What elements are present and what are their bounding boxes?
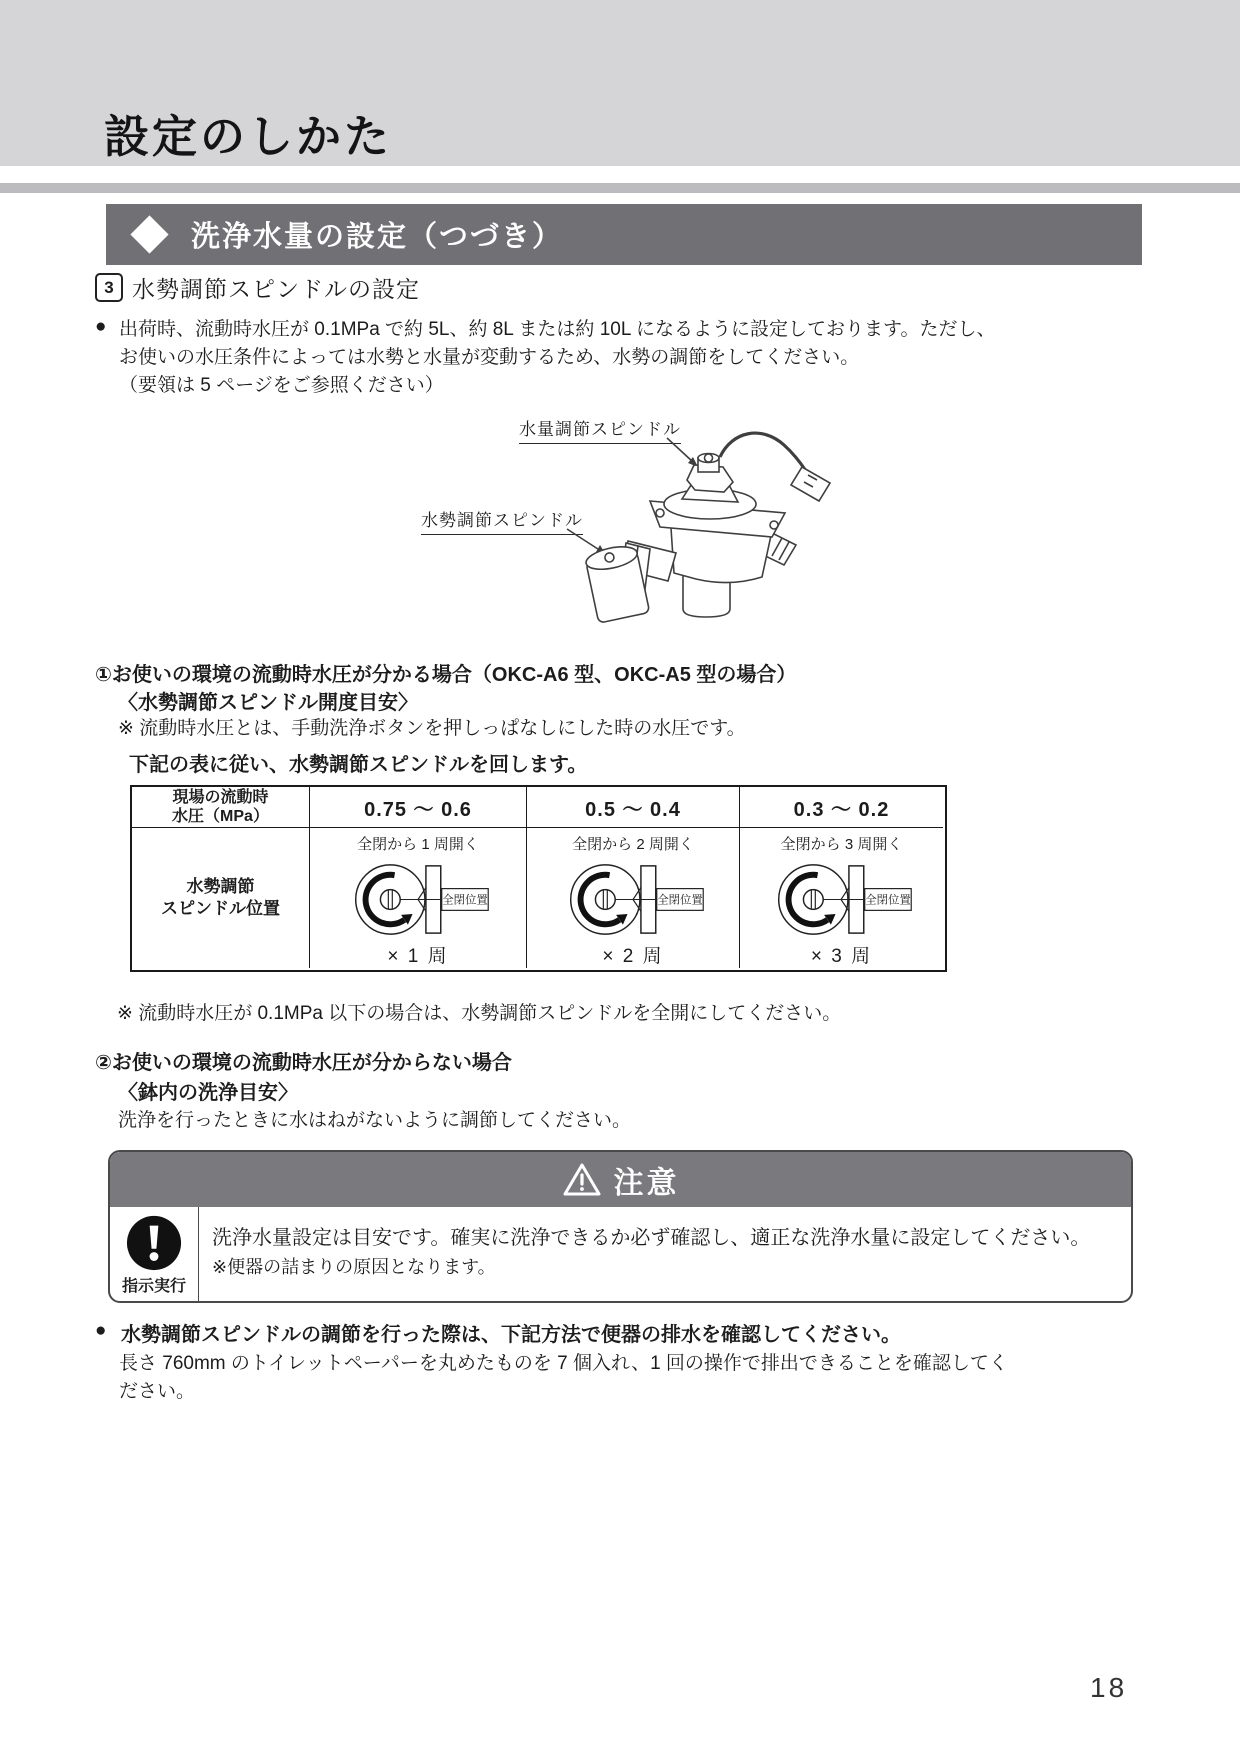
dial-instruction-3: 全閉から 3 周開く [780,836,903,853]
dial-label-1: 全閉位置 [441,894,488,907]
dial-cell-2 [527,828,740,968]
table-header-range-3: 0.3 ～ 0.2 [740,787,943,828]
valve-illustration [410,405,890,627]
final-heading: 水勢調節スピンドルの調節を行った際は、下記方法で便器の排水を確認してください。 [121,1324,901,1346]
table-note: ※ 流動時水圧が 0.1MPa 以下の場合は、水勢調節スピンドルを全開にしてください。 [117,1003,842,1024]
bullet-icon: ● [95,316,107,337]
table-header-pressure-line2: 水圧（MPa） [172,808,269,825]
case2-subheading: 〈鉢内の洗浄目安〉 [118,1082,298,1104]
step-heading [95,271,420,304]
final-bullet-icon: ● [95,1320,107,1341]
dial-turns-3: × 3 周 [810,946,873,967]
caution-title: 注意 [613,1166,680,1200]
table-header-range-2: 0.5 ～ 0.4 [527,787,740,828]
table-instruction: 下記の表に従い、水勢調節スピンドルを回します。 [129,754,588,776]
dial-label-2: 全閉位置 [656,894,703,907]
diamond-icon [130,215,168,253]
intro-line-3: （要領は 5 ページをご参照ください） [119,375,444,396]
case1-heading: ①お使いの環境の流動時水圧が分かる場合（OKC-A6 型、OKC-A5 型の場合） [95,664,797,686]
caution-header [110,1152,1131,1207]
header-divider-bar [0,183,1240,193]
caution-box [108,1150,1133,1303]
dial-cell-1 [310,828,527,968]
step-title: 水勢調節スピンドルの設定 [132,276,420,302]
intro-line-2: お使いの水圧条件によっては水勢と水量が変動するため、水勢の調節をしてください。 [119,347,860,368]
table-header-pressure-line1: 現場の流動時 [172,789,269,806]
case2-heading: ②お使いの環境の流動時水圧が分からない場合 [95,1052,512,1074]
mandatory-action-icon [125,1214,183,1272]
page-title: 設定のしかた [104,111,393,162]
case1-note: ※ 流動時水圧とは、手動洗浄ボタンを押しっぱなしにした時の水圧です。 [118,718,746,739]
section-header [106,204,1142,265]
spindle-setting-table [130,785,947,972]
page-header-band [0,0,1240,166]
case2-body: 洗浄を行ったときに水はねがないように調節してください。 [118,1110,632,1131]
dial-instruction-2: 全閉から 2 周開く [572,836,694,853]
figure-label-force-spindle: 水勢調節スピンドル [421,506,583,535]
warning-triangle-icon [562,1162,602,1198]
dial-label-3: 全閉位置 [865,894,911,907]
dial-diagram-2 [530,854,737,943]
dial-instruction-1: 全閉から 1 周開く [357,836,479,853]
table-header-range-1: 0.75 ～ 0.6 [310,787,527,828]
page-number: 18 [1090,1672,1128,1703]
dial-diagram-1 [315,854,522,943]
caution-text-line2: ※便器の詰まりの原因となります。 [212,1257,496,1277]
dial-diagram-3 [738,854,945,943]
caution-text-line1: 洗浄水量設定は目安です。確実に洗浄できるか必ず確認し、適正な洗浄水量に設定してください。 [212,1227,1091,1249]
dial-turns-1: × 1 周 [387,946,449,967]
caution-icon-column [110,1207,199,1303]
table-row-label: 水勢調節 スピンドル位置 [132,828,310,968]
caution-body [110,1207,1131,1303]
case1-subheading: 〈水勢調節スピンドル開度目安〉 [118,692,418,714]
section-title: 洗浄水量の設定（つづき） [191,221,564,253]
intro-line-1: 出荷時、流動時水圧が 0.1MPa で約 5L、約 8L または約 10L になるように設定しております。ただし、 [119,319,996,340]
final-line-2: ださい。 [119,1381,196,1402]
figure-label-volume-spindle: 水量調節スピンドル [519,415,681,444]
caution-icon-label: 指示実行 [121,1278,186,1295]
dial-cell-3 [740,828,943,968]
final-line-1: 長さ 760mm のトイレットペーパーを丸めたものを 7 個入れ、1 回の操作で排出できることを確認してく [119,1353,1008,1374]
step-number-box: 3 [95,273,123,302]
table-header-pressure [132,787,310,828]
dial-turns-2: × 2 周 [602,946,664,967]
